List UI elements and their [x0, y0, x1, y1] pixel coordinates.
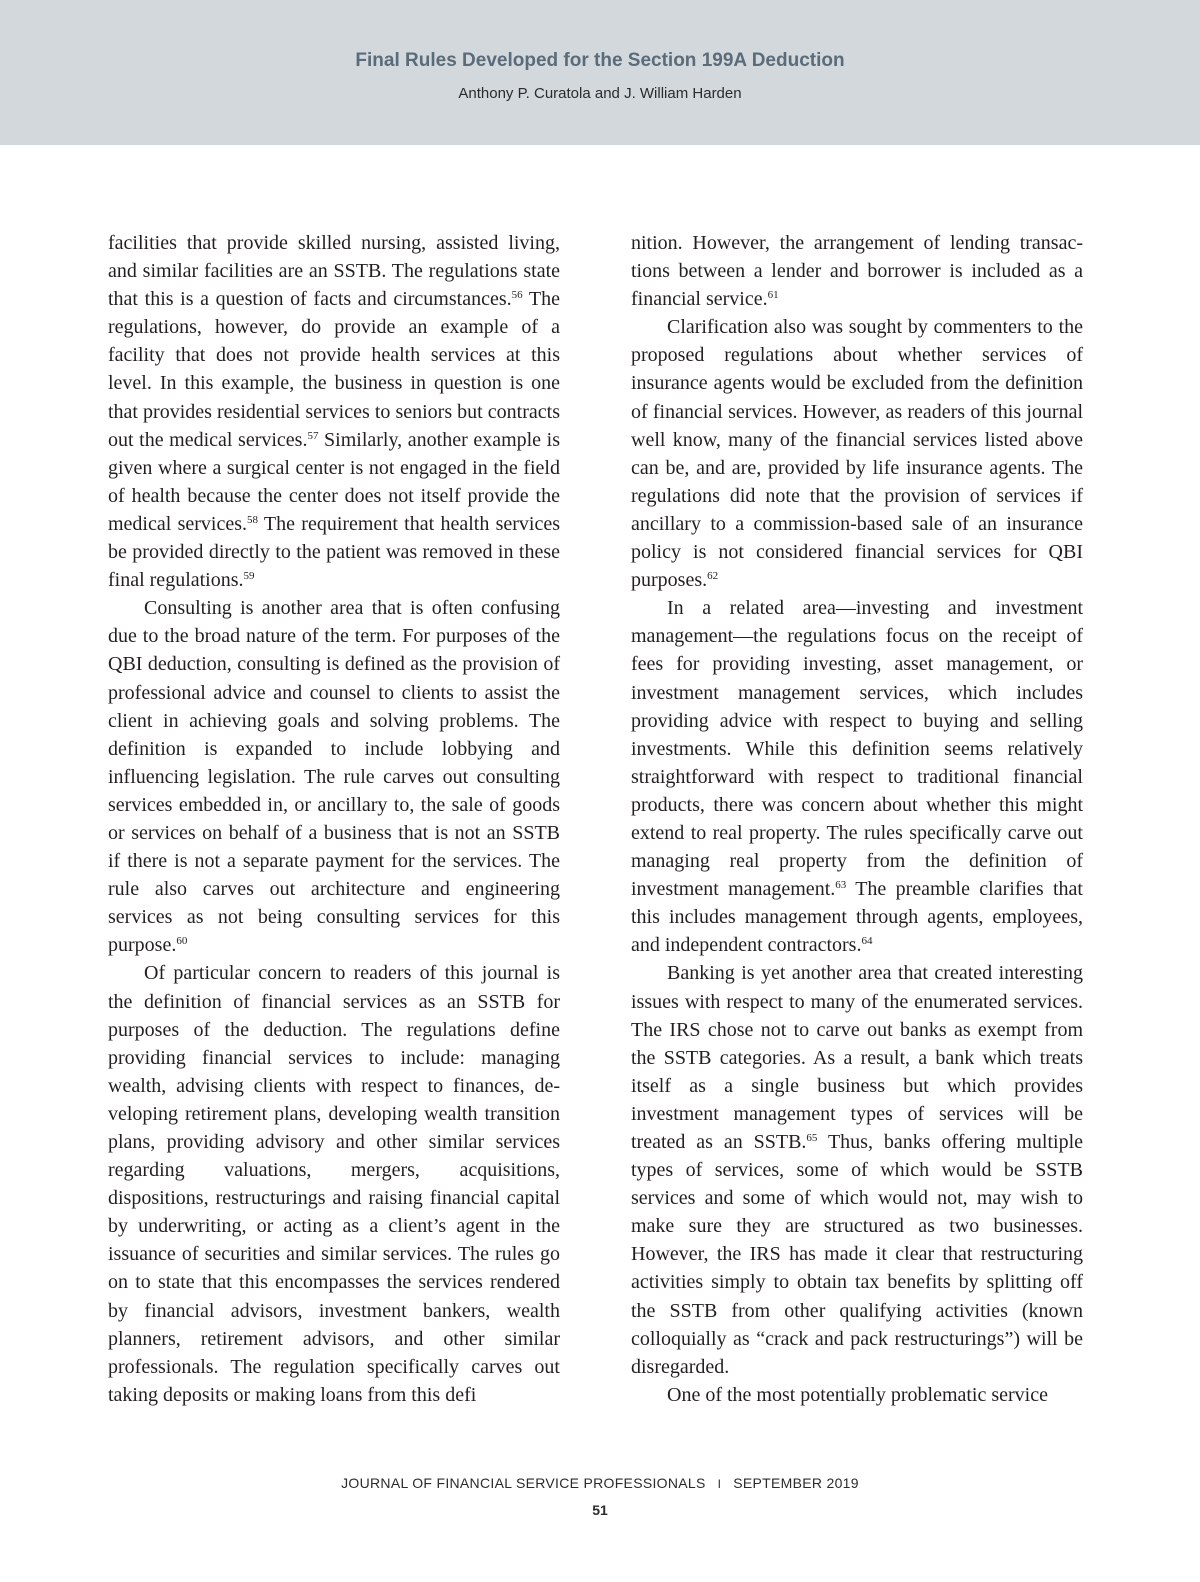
footnote-ref: 59	[243, 570, 255, 583]
footer-separator: I	[717, 1477, 722, 1491]
paragraph-lending: nition. However, the arrangement of lending transactions between a lender and borrower is included as a financial service.$^{61}$	[631, 232, 1083, 311]
footnote-ref: 62	[707, 570, 719, 583]
page-number: 51	[592, 1502, 608, 1518]
footnote-ref: 56	[511, 289, 523, 302]
paragraph-banking: Banking is yet another area that created interesting issues with respect to many of the enumerated services. The IRS chose not to carve out banks as exempt from the SSTB categories. As a result, a bank which treats itself as a single business but which provides investment management types of services will be treated as an SSTB.$^{65}$ Thus, banks offering multiple types of services, some of which would be SSTB services and some of which would not, may wish to make sure they are structured as two businesses. However, the IRS has made it clear that restructuring activities simply to obtain tax benefits by splitting off the SSTB from other qualifying activities (known colloquially as “crack and pack restructurings”) will be disregarded.	[631, 962, 1083, 1378]
footnote-ref: 57	[307, 429, 319, 442]
footnote-ref: 60	[176, 935, 188, 948]
paragraph-problematic-service: One of the most potentially problematic service	[667, 1383, 1048, 1406]
issue-date: SEPTEMBER 2019	[733, 1475, 859, 1491]
footnote-ref: 61	[767, 289, 779, 302]
article-authors: Anthony P. Curatola and J. William Harden	[458, 85, 742, 102]
footnote-ref: 65	[806, 1132, 818, 1144]
paragraph-insurance-agents: Clarification also was sought by commenters to the proposed regulations about whether services of insurance agents would be excluded from the definition of financial services. However, as readers of this journal well know, many of the financial services listed above can be, and are, provided by life insurance agents. The regulations did note that the provision of services if ancillary to a commission-based sale of an insurance policy is not considered financial services for QBI purposes.$^{62}$	[631, 316, 1083, 592]
paragraph-health-facilities: facilities that provide skilled nursing, assisted living, and similar facilities are an SSTB. The regulations state that this is a question of facts and circumstances.$^{56}$ The regulations, however, do provide an example of a facility that does not provide health services at this level. In this example, the business in question is one that provides residential services to seniors but contracts out the medical services.$^{57}$ Similarly, another example is given where a surgical center is not engaged in the field of health because the center does not itself provide the medical services.$^{58}$ The requirement that health services be provided directly to the patient was removed in these final regulations.$^{59}$	[108, 232, 561, 592]
paragraph-investment-management: In a related area—investing and investment management—the regulations focus on the receipt of fees for providing investing, asset management, or investment management services, which includes providing advice with respect to buying and selling investments. While this definition seems relatively straightforward with respect to traditional financial products, there was concern about whether this might extend to real property. The rules specifically carve out managing real property from the definition of investment management.$^{63}$ The preamble clarifies that this includes management through agents, employees, and independent contractors.$^{64}$	[631, 597, 1083, 957]
footnote-ref: 63	[835, 879, 847, 892]
footnote-ref: 64	[861, 935, 873, 948]
right-column	[631, 229, 1083, 1409]
footnote-ref: 58	[247, 513, 258, 526]
page-header-band	[0, 0, 1200, 145]
journal-name: JOURNAL OF FINANCIAL SERVICE PROFESSIONALS	[341, 1475, 706, 1491]
footer-journal-line	[0, 1475, 1200, 1491]
article-title: Final Rules Developed for the Section 199A Deduction	[355, 50, 845, 71]
paragraph-financial-services: Of particular concern to readers of this journal is the definition of financial services as an SSTB for purposes of the deduction. The regulations define providing financial services to include: managing wealth, advising clients with respect to finances, developing retirement plans, developing wealth transition plans, providing advisory and other similar services regarding valuations, mergers, acquisitions, dispositions, restructurings and raising financial capital by underwriting, or acting as a client’s agent in the issuance of securities and similar services. The rules go on to state that this encompasses the services rendered by financial advisors, investment bankers, wealth planners, retirement advisors, and other similar professionals. The regulation specifically carves out taking deposits or making loans from this defi	[108, 962, 560, 1406]
paragraph-consulting: Consulting is another area that is often confusing due to the broad nature of the term. For purposes of the QBI deduction, consulting is defined as the provision of professional advice and counsel to clients to assist the client in achieving goals and solving problems. The definition is expanded to include lobbying and influencing legislation. The rule carves out consulting services embedded in, or ancillary to, the sale of goods or services on behalf of a business that is not an SSTB if there is not a separate payment for the services. The rule also carves out architecture and engineering services as not being consulting services for this purpose.$^{60}$	[108, 597, 560, 957]
left-column	[108, 229, 560, 1409]
